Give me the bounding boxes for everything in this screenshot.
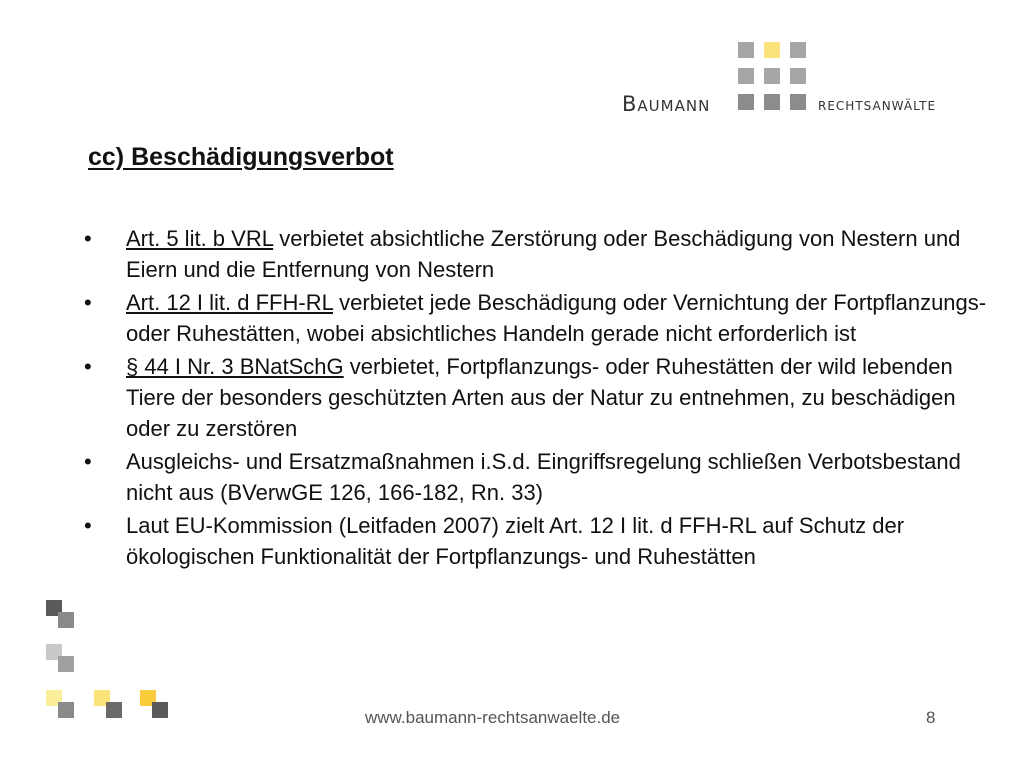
bullet-dot: •: [84, 290, 92, 315]
logo-text-right: rechtsanwälte: [818, 95, 937, 115]
logo-text-left: Baumann: [622, 92, 711, 116]
logo-square: [738, 94, 754, 110]
bullet-text: verbietet absichtliche Zerstörung oder Beschädigung von Nestern und Eiern und die Entfernung von Nestern: [126, 226, 961, 282]
list-item: [84, 446, 1004, 508]
logo-square: [790, 68, 806, 84]
footer-url: www.baumann-rechtsanwaelte.de: [365, 708, 621, 727]
deco-square: [106, 702, 122, 718]
deco-square: [152, 702, 168, 718]
bullet-text: Laut EU-Kommission (Leitfaden 2007) zielt Art. 12 I lit. d FFH-RL auf Schutz der ökologischen Funktionalität der Fortpflanzungs- und Ruhestätten: [126, 513, 905, 569]
slide-title: cc) Beschädigungsverbot: [88, 143, 394, 171]
deco-square: [58, 656, 74, 672]
legal-reference: Art. 5 lit. b VRL: [126, 226, 274, 251]
logo-square: [764, 94, 780, 110]
bullet-text: verbietet, Fortpflanzungs- oder Ruhestätten der wild lebenden Tiere der besonders geschützten Arten aus der Natur zu entnehmen, zu beschädigen oder zu zerstören: [126, 354, 956, 441]
bullet-dot: •: [84, 354, 92, 379]
list-item: [84, 223, 1004, 285]
bullet-dot: •: [84, 226, 92, 251]
list-item: [84, 510, 1004, 572]
bullet-text: Ausgleichs- und Ersatzmaßnahmen i.S.d. Eingriffsregelung schließen Verbotsbestand nicht aus (BVerwGE 126, 166-182, Rn. 33): [126, 449, 961, 505]
logo-square: [764, 42, 780, 58]
page-number: 8: [926, 708, 936, 727]
bullet-dot: •: [84, 449, 92, 474]
logo-square: [790, 42, 806, 58]
logo-square: [738, 42, 754, 58]
logo-square: [738, 68, 754, 84]
bullet-dot: •: [84, 513, 92, 538]
logo-square: [790, 94, 806, 110]
logo-squares: [738, 42, 810, 114]
deco-square: [58, 612, 74, 628]
deco-square: [58, 702, 74, 718]
list-item: [84, 351, 1004, 444]
list-item: [84, 287, 1004, 349]
legal-reference: § 44 I Nr. 3 BNatSchG: [126, 354, 344, 379]
bullet-list: [84, 223, 1004, 574]
legal-reference: Art. 12 I lit. d FFH-RL: [126, 290, 334, 315]
logo-square: [764, 68, 780, 84]
bullet-text: verbietet jede Beschädigung oder Vernichtung der Fortpflanzungs- oder Ruhestätten, wobei absichtliches Handeln gerade nicht erforderlich ist: [126, 290, 987, 346]
